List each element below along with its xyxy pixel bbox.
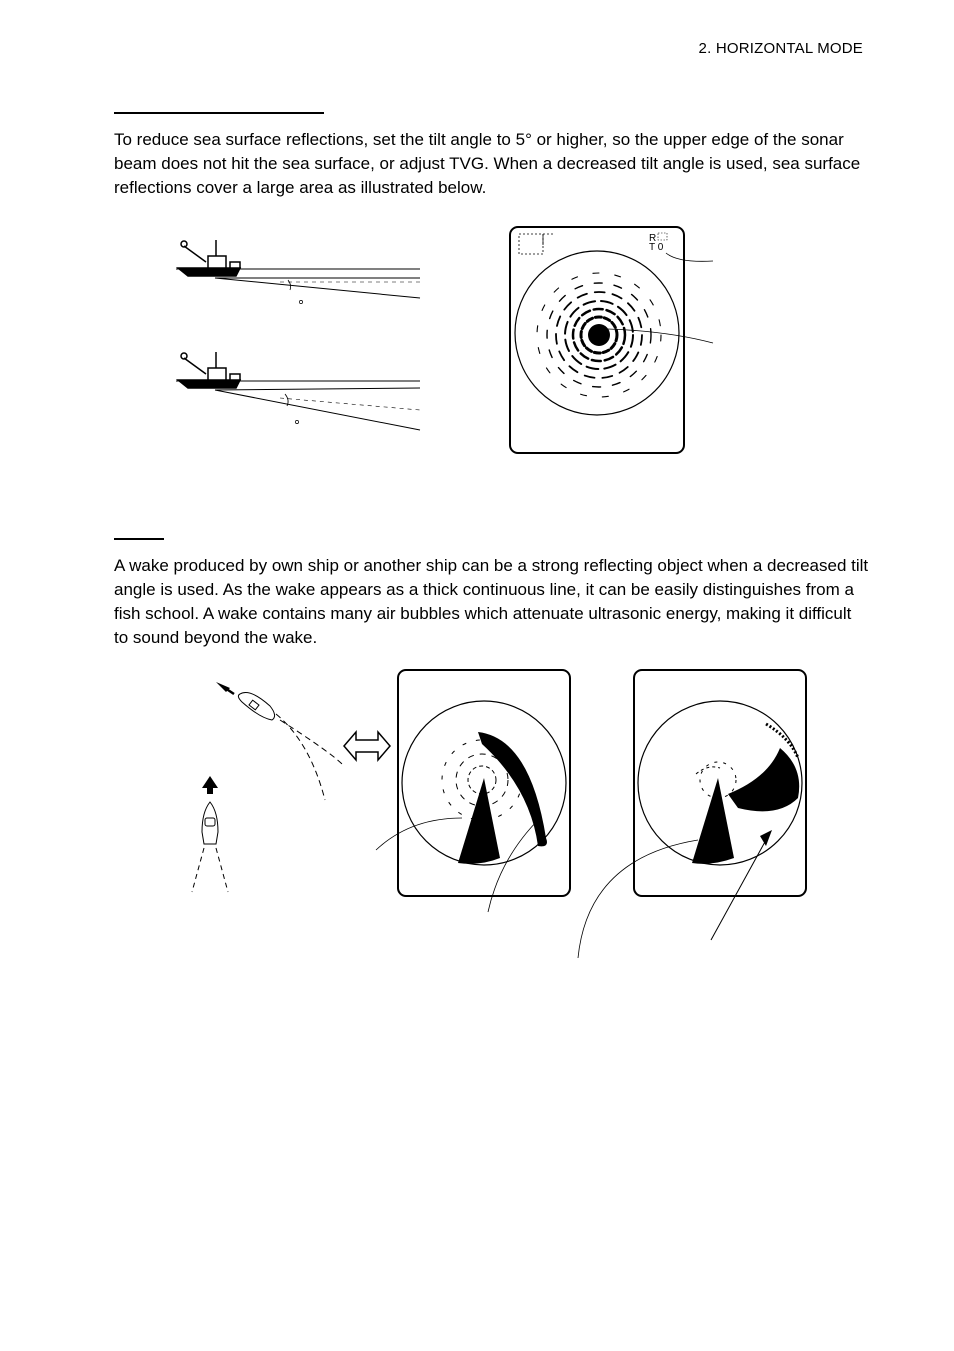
section-heading-rule: [114, 112, 324, 114]
range-indicator-label: R: [649, 233, 657, 244]
page-header-chapter: 2. HORIZONTAL MODE: [698, 40, 863, 57]
own-ship-wake: [192, 776, 228, 892]
wake-boats-illustration: [180, 672, 400, 932]
tilt-indicator-label: T 0: [649, 242, 664, 253]
ship-illustration-top: [178, 240, 240, 276]
other-ship-wake: [216, 682, 342, 800]
section-paragraph-wake: A wake produced by own ship or another ship can be a strong reflecting object when a decreased tilt angle is used. As the wake appears as a thick continuous line, it can be easily distinguishes from a fish school. A wake contains many air bubbles which attenuate ultrasonic energy, making it difficult to sound beyond the wake.: [114, 556, 869, 647]
section-heading-rule-wake: [114, 538, 164, 540]
section-paragraph-sea-surface: To reduce sea surface reflections, set the tilt angle to 5° or higher, so the upper edge of the sonar beam does not hit the sea surface, or adjust TVG. When a decreased tilt angle is used, sea surface reflections cover a large area as illustrated below.: [114, 130, 861, 197]
sonar-display-surface-reflections: [508, 225, 718, 457]
ship-illustration-bottom: [178, 352, 240, 388]
sonar-display-wake-a: [370, 668, 550, 958]
sonar-display-wake-b: [578, 668, 818, 958]
tilt-angle-illustration: [170, 220, 430, 460]
